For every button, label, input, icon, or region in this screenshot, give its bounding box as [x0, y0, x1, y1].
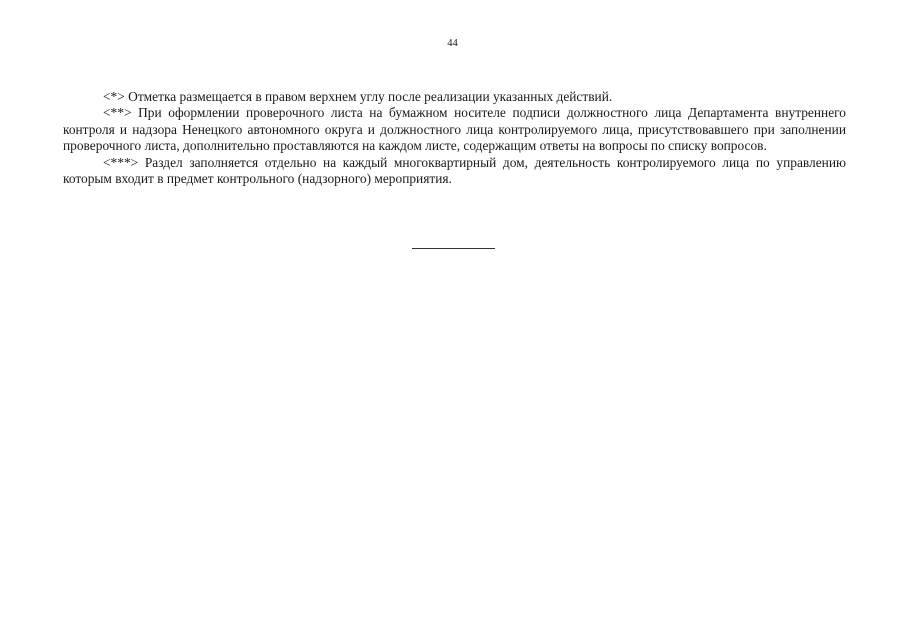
footnote-1: <*> Отметка размещается в правом верхнем углу после реализации указанных действий. [103, 89, 613, 104]
page-number: 44 [447, 38, 458, 49]
footnote-3: <***> Раздел заполняется отдельно на каждый многоквартирный дом, деятельность контролируемого лица по управлению которым входит в предмет контрольного (надзорного) мероприятия. [63, 154, 846, 187]
end-of-document-rule [412, 248, 495, 249]
footnotes-section [63, 89, 846, 187]
footnote-2: <**> При оформлении проверочного листа на бумажном носителе подписи должностного лица Департамента внутреннего контроля и надзора Ненецкого автономного округа и должностного лица контролируемого лица, присутствовавшего при заполнении проверочного листа, дополнительно проставляются на каждом листе, содержащим ответы на вопросы по списку вопросов. [63, 105, 846, 154]
